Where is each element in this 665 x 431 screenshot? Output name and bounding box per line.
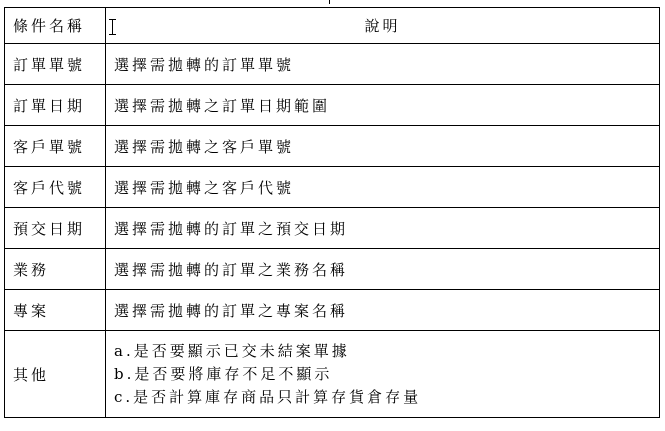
table-row <box>5 167 660 208</box>
header-condition-name: 條件名稱 <box>5 8 106 44</box>
row-name-customer-order-number: 客戶單號 <box>5 126 106 167</box>
row-name-project: 專案 <box>5 290 106 331</box>
header-description: 說明 <box>364 17 401 35</box>
text-caret-mark <box>329 0 330 4</box>
other-option-a: a.是否要顯示已交未結案單據 <box>114 341 350 360</box>
other-option-c: c.是否計算庫存商品只計算存貨倉存量 <box>114 387 422 406</box>
row-name-delivery-date: 預交日期 <box>5 208 106 249</box>
row-desc-delivery-date: 選擇需拋轉的訂單之預交日期 <box>106 208 660 249</box>
row-name-customer-code: 客戶代號 <box>5 167 106 208</box>
table-row <box>5 331 660 418</box>
table-header-row <box>5 8 660 44</box>
table-row <box>5 126 660 167</box>
row-desc-customer-code: 選擇需拋轉之客戶代號 <box>106 167 660 208</box>
row-desc-order-date: 選擇需拋轉之訂單日期範圍 <box>106 85 660 126</box>
table-row <box>5 249 660 290</box>
header-description-cell <box>106 8 660 44</box>
table-row <box>5 44 660 85</box>
row-desc-order-number: 選擇需拋轉的訂單單號 <box>106 44 660 85</box>
table-row <box>5 85 660 126</box>
row-name-order-number: 訂單單號 <box>5 44 106 85</box>
row-name-other: 其他 <box>5 331 106 418</box>
other-options-list <box>114 338 651 411</box>
row-desc-sales: 選擇需拋轉的訂單之業務名稱 <box>106 249 660 290</box>
row-desc-other <box>106 331 660 418</box>
other-option-b: b.是否要將庫存不足不顯示 <box>114 364 333 383</box>
table-row <box>5 208 660 249</box>
conditions-table <box>4 7 660 418</box>
row-name-sales: 業務 <box>5 249 106 290</box>
table-row <box>5 290 660 331</box>
row-desc-project: 選擇需拋轉的訂單之專案名稱 <box>106 290 660 331</box>
row-desc-customer-order-number: 選擇需拋轉之客戶單號 <box>106 126 660 167</box>
row-name-order-date: 訂單日期 <box>5 85 106 126</box>
text-cursor-icon <box>108 19 117 35</box>
